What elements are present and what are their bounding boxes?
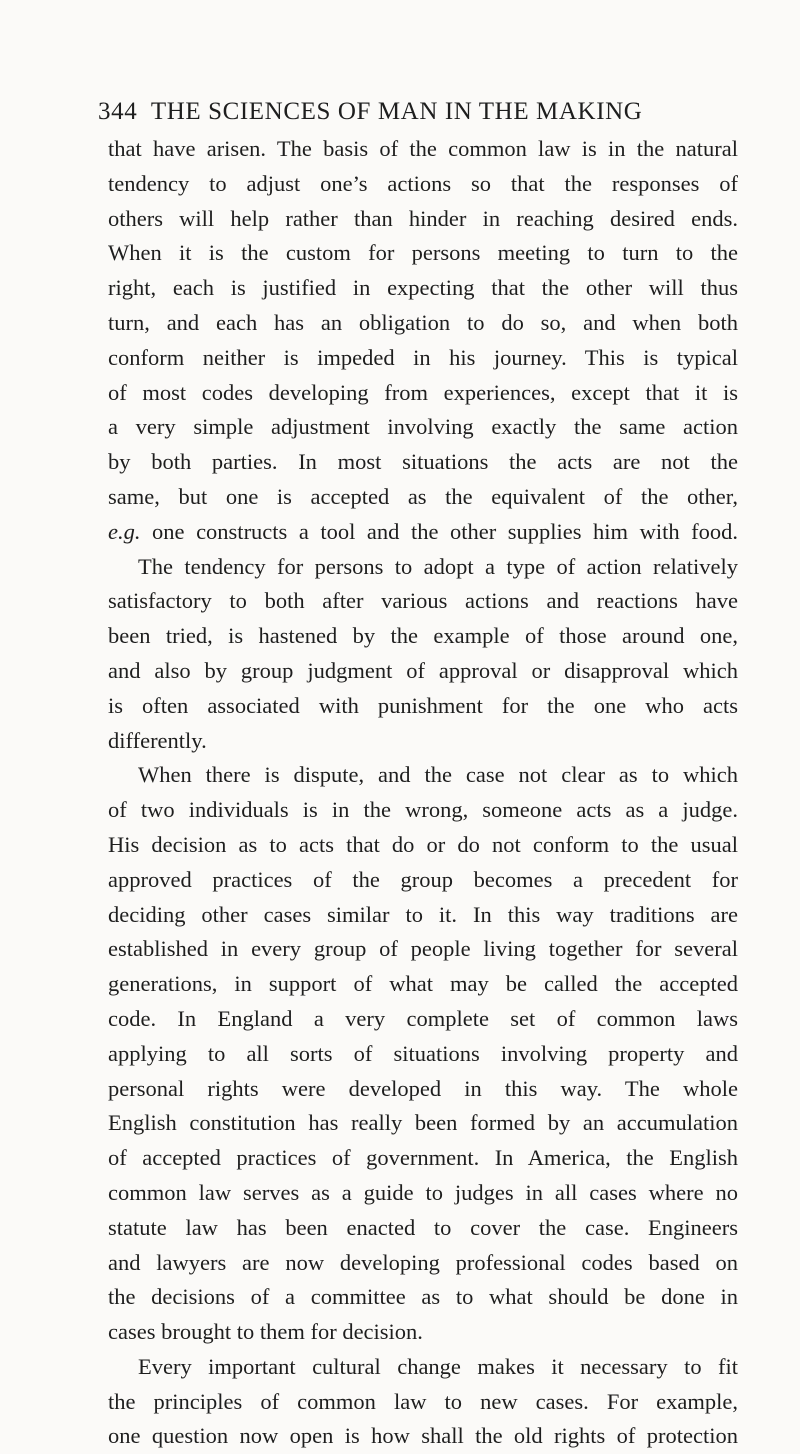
line-text: by both parties. In most situations the acts are not the [108,449,738,475]
line-text: others will help rather than hinder in reaching desired ends. [108,205,738,231]
text-line [108,793,738,828]
text-line [108,236,738,271]
text-line [108,898,738,933]
line-text: personal rights were developed in this way. The whole [108,1075,738,1101]
line-text: common law serves as a guide to judges in all cases where no [108,1179,738,1205]
text-line [108,480,738,515]
line-text: of most codes developing from experiences, except that it is [108,379,738,405]
text-line [108,515,738,550]
text-line [108,202,738,237]
line-text: is often associated with punishment for the one who acts [108,692,738,718]
text-line [108,863,738,898]
text-line [108,1141,738,1176]
line-text: one constructs a tool and the other supplies him with food. [140,518,738,544]
text-line [108,654,738,689]
line-text: generations, in support of what may be called the accepted [108,971,738,997]
line-text: of two individuals is in the wrong, someone acts as a judge. [108,797,738,823]
text-line [108,758,738,793]
line-text: satisfactory to both after various actions and reactions have [108,588,738,614]
text-line [108,1002,738,1037]
text-line [108,584,738,619]
text-line [108,376,738,411]
text-line [108,724,738,759]
text-line [108,132,738,167]
line-text: His decision as to acts that do or do not conform to the usual [108,831,738,857]
line-text: of accepted practices of government. In America, the English [108,1145,738,1171]
text-line [108,271,738,306]
line-text: The tendency for persons to adopt a type of action relatively [138,553,738,579]
line-text: a very simple adjustment involving exactly the same action [108,414,738,440]
line-text: conform neither is impeded in his journey. This is typical [108,344,738,370]
text-line [108,410,738,445]
running-head-title: THE SCIENCES OF MAN IN THE MAKING [150,98,643,125]
text-line [108,306,738,341]
line-text: code. In England a very complete set of common laws [108,1005,738,1031]
line-text: When it is the custom for persons meeting to turn to the [108,240,738,266]
text-line [108,550,738,585]
text-line [108,1350,738,1385]
text-line [108,1385,738,1420]
line-text: the decisions of a committee as to what should be done in [108,1284,738,1310]
line-text: the principles of common law to new cases. For example, [108,1388,738,1414]
text-line [108,341,738,376]
body-text [108,132,738,1454]
line-text: and also by group judgment of approval or disapproval which [108,657,738,683]
line-text: one question now open is how shall the old rights of protection [108,1423,738,1449]
text-line [108,1211,738,1246]
line-text: turn, and each has an obligation to do so, and when both [108,309,738,335]
line-text: and lawyers are now developing professional codes based on [108,1249,738,1275]
text-line [108,445,738,480]
line-text: cases brought to them for decision. [108,1319,423,1345]
text-line [108,167,738,202]
line-text: established in every group of people living together for several [108,936,738,962]
line-text: been tried, is hastened by the example of those around one, [108,623,738,649]
text-line [108,1106,738,1141]
text-line [108,1176,738,1211]
line-text: tendency to adjust one’s actions so that the responses of [108,170,738,196]
text-line [108,689,738,724]
text-line [108,1037,738,1072]
text-line [108,828,738,863]
text-line [108,1280,738,1315]
text-line [108,932,738,967]
text-line [108,1315,738,1350]
line-text: When there is dispute, and the case not clear as to which [138,762,738,788]
text-line [108,619,738,654]
line-text: approved practices of the group becomes a precedent for [108,866,738,892]
line-text: statute law has been enacted to cover the case. Engineers [108,1214,738,1240]
line-text: that have arisen. The basis of the common law is in the natural [108,136,738,161]
text-line [108,1246,738,1281]
text-line [108,1072,738,1107]
line-text: right, each is justified in expecting that the other will thus [108,275,738,301]
line-text: deciding other cases similar to it. In this way traditions are [108,901,738,927]
line-text: English constitution has really been formed by an accumulation [108,1110,738,1136]
line-text: Every important cultural change makes it necessary to fit [138,1353,738,1379]
line-text: applying to all sorts of situations involving property and [108,1040,738,1066]
page-number: 344 [98,98,138,125]
text-line [108,967,738,1002]
text-line [108,1419,738,1454]
line-text: same, but one is accepted as the equivalent of the other, [108,483,738,509]
italic-abbreviation: e.g. [108,518,141,544]
line-text: differently. [108,727,207,753]
